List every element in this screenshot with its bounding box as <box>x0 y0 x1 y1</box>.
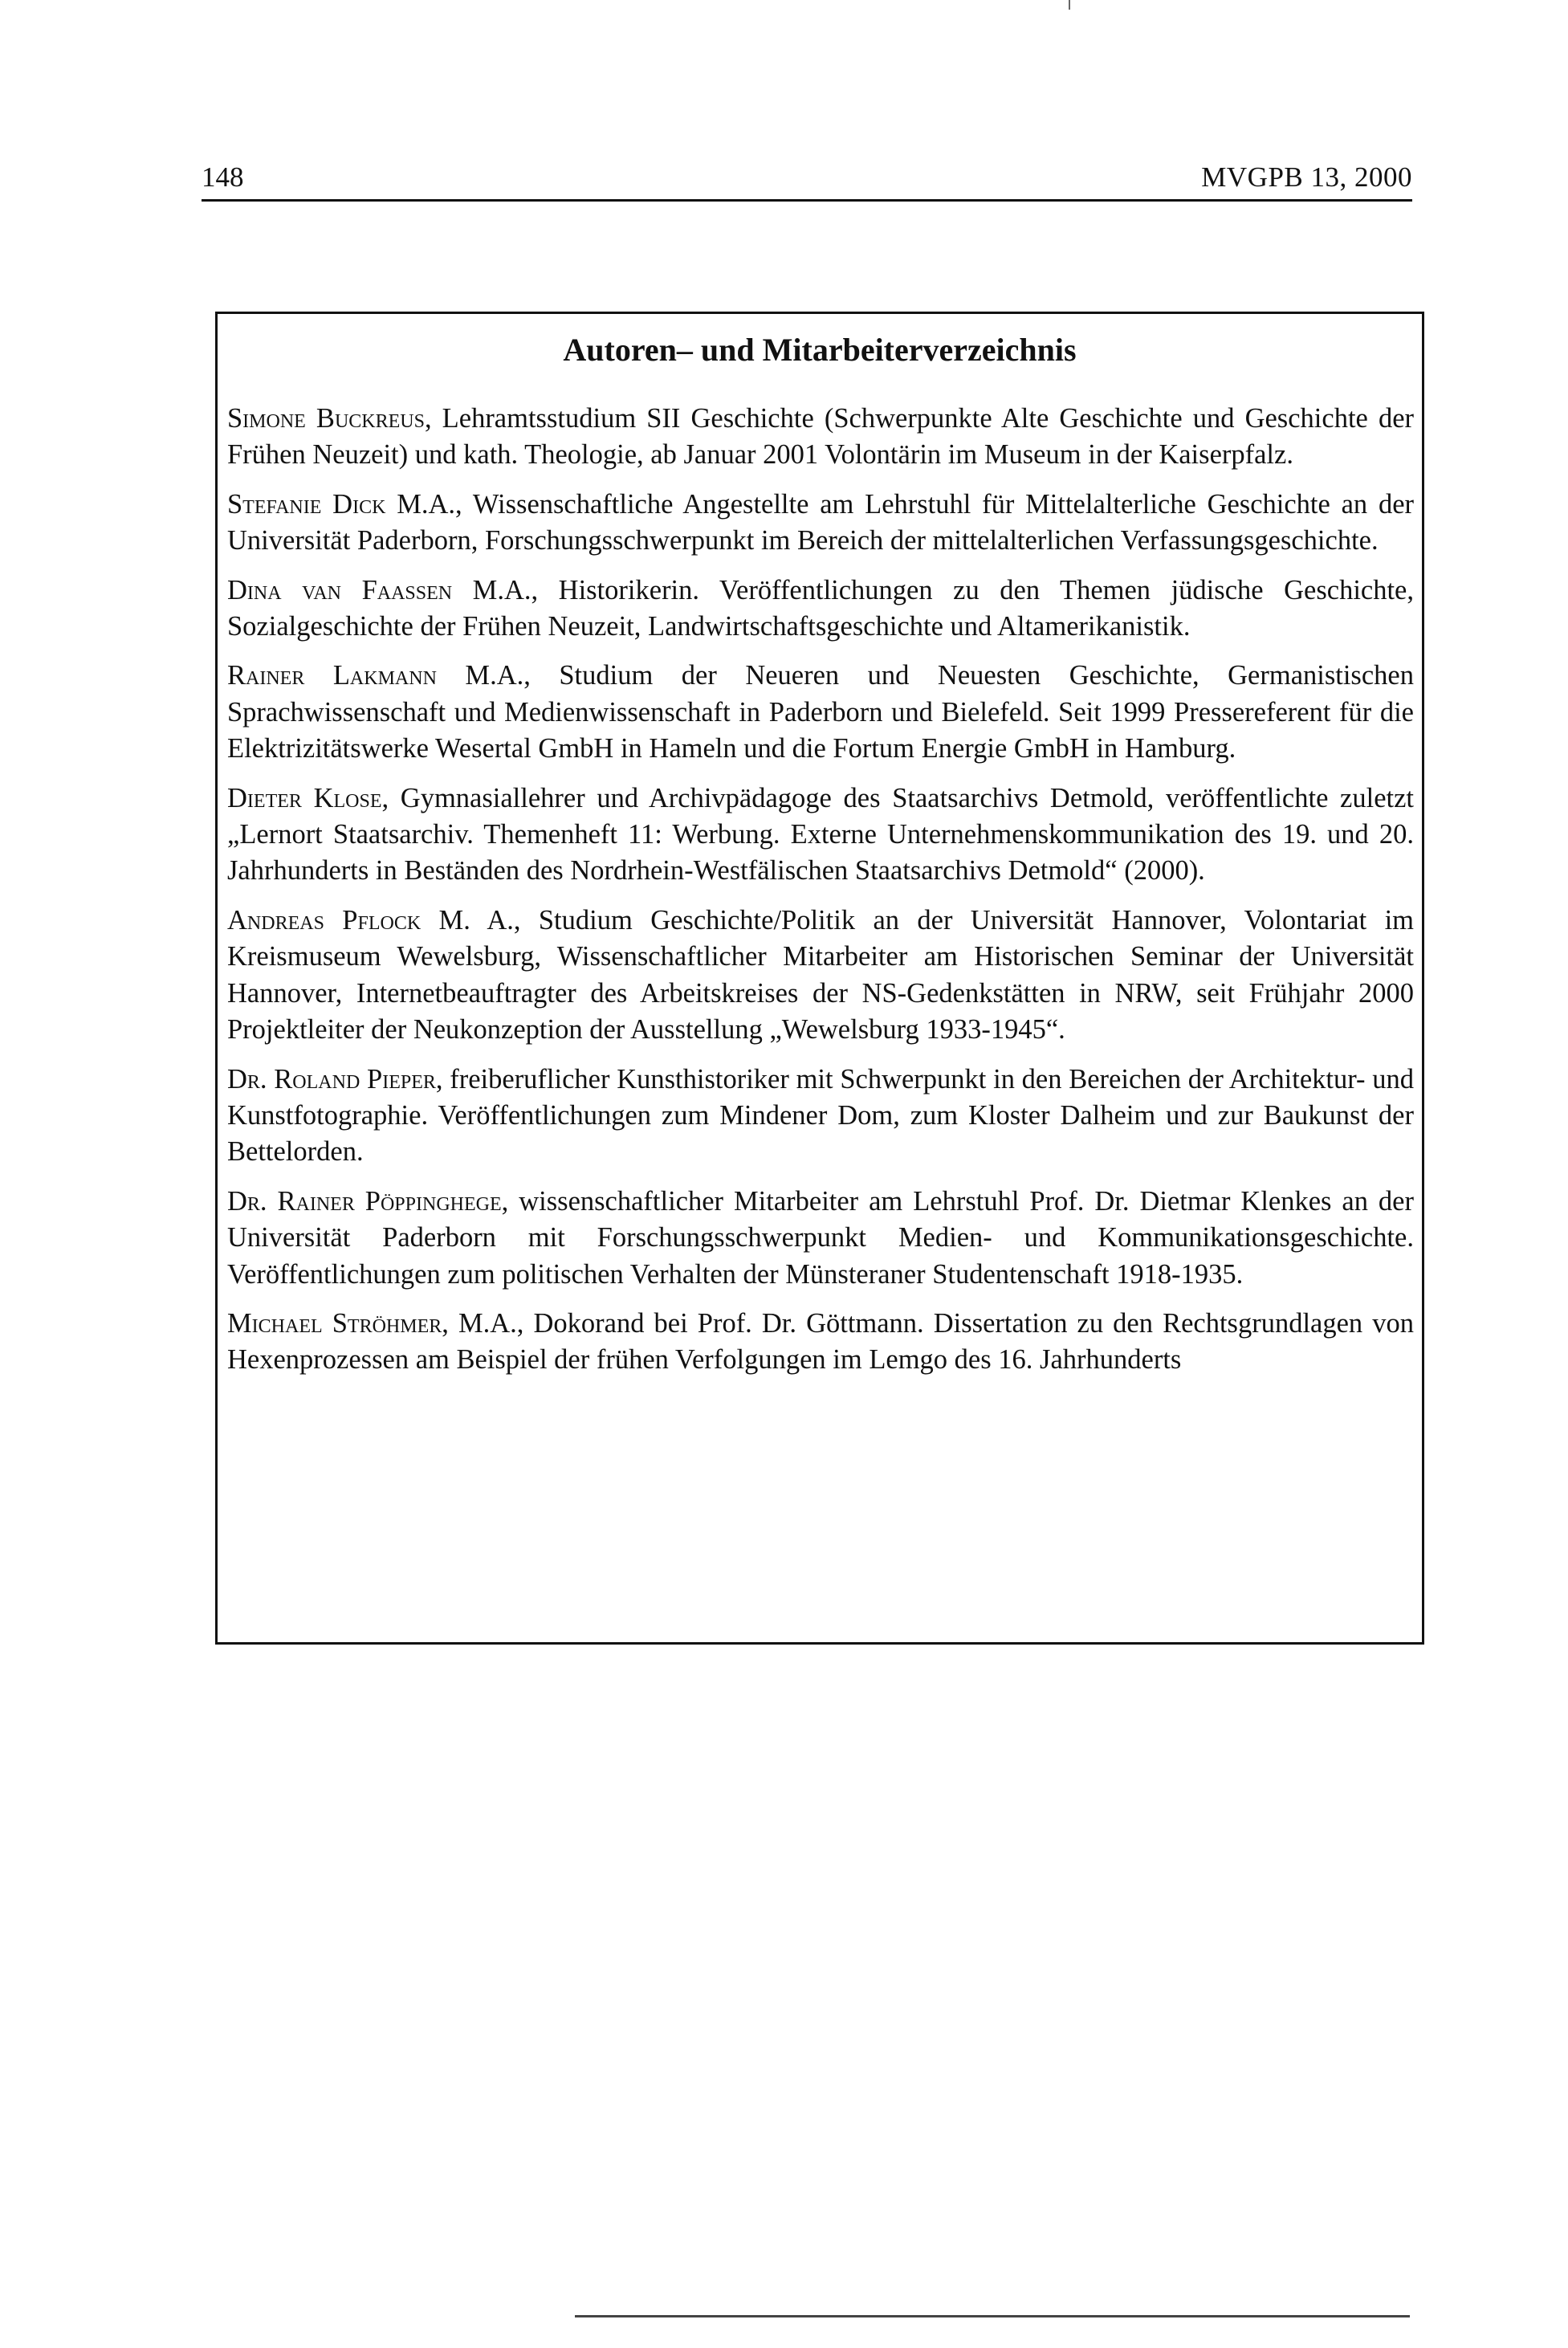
contributor-description: , wissenschaftlicher Mitarbeiter am Lehrstuhl Prof. Dr. Dietmar Klenkes an der Universität Paderborn mit Forschungsschwerpunkt Medien- und Kommunikationsgeschichte. Veröffentlichungen zum politischen Verhalten der Münsteraner Studentenschaft 1918-1935. <box>227 1185 1414 1290</box>
contributor-description: M.A., Wissenschaftliche Angestellte am Lehrstuhl für Mittelalterliche Geschichte an der Universität Paderborn, Forschungsschwerpunkt im Bereich der mittelalterlichen Verfassungsgeschichte. <box>227 488 1415 556</box>
contributor-description: , Lehramtsstudium SII Geschichte (Schwerpunkte Alte Geschichte und Geschichte der Frühen Neuzeit) und kath. Theologie, ab Januar 2001 Volontärin im Museum in der Kaiserpfalz. <box>227 403 1414 471</box>
contributor-entry <box>227 1306 1414 1379</box>
contributor-name: Dr. Roland Pieper <box>227 1063 436 1095</box>
contributor-entry <box>227 658 1414 767</box>
contributor-entry <box>227 903 1414 1049</box>
scan-mark-top <box>1069 0 1070 10</box>
contributor-description: M.A., Historikerin. Veröffentlichungen zu den Themen jüdische Geschichte, Sozialgeschichte der Frühen Neuzeit, Landwirtschaftsgeschichte und Altamerikanistik. <box>227 574 1414 642</box>
contributor-name: Simone Buckreus <box>227 403 425 434</box>
contributor-name: Dina van Faassen <box>227 574 453 605</box>
contributor-description: , freiberuflicher Kunsthistoriker mit Schwerpunkt in den Bereichen der Architektur- und Kunstfotographie. Veröffentlichungen zum Mindener Dom, zum Kloster Dalheim und zur Baukunst der Bettelorden. <box>227 1063 1415 1168</box>
scan-mark-bottom <box>575 2315 1410 2317</box>
contributor-name: Stefanie Dick <box>227 488 386 520</box>
contributor-name: Dr. Rainer Pöppinghege <box>227 1185 502 1217</box>
contributor-name: Dieter Klose <box>227 782 382 813</box>
contributor-entry <box>227 1184 1414 1293</box>
contributor-description: M.A., Studium der Neueren und Neuesten Geschichte, Germanistischen Sprachwissenschaft und Medienwissenschaft in Paderborn und Bielefeld. Seit 1999 Pressereferent für die Elektrizitätswerke Wesertal GmbH in Hameln und die Fortum Energie GmbH in Hamburg. <box>227 660 1414 764</box>
contributor-name: Rainer Lakmann <box>227 660 437 691</box>
contributor-name: Andreas Pflock <box>227 904 422 936</box>
contributor-entry <box>227 573 1414 646</box>
contributor-entry <box>227 487 1414 560</box>
contributors-box <box>215 312 1424 1645</box>
page-number: 148 <box>202 161 244 193</box>
contributor-entry <box>227 401 1414 474</box>
contributor-description: , Gymnasiallehrer und Archivpädagoge des Staatsarchivs Detmold, veröffentlichte zuletzt „Lernort Staatsarchiv. Themenheft 11: Werbung. Externe Unternehmenskommunikation des 19. und 20. Jahrhunderts in Beständen des Nordrhein-Westfälischen Staatsarchivs Detmold“ (2000). <box>227 782 1414 887</box>
contributor-list <box>227 401 1414 1392</box>
contributor-description: M. A., Studium Geschichte/Politik an der Universität Hannover, Volontariat im Kreismuseum Wewelsburg, Wissenschaftlicher Mitarbeiter am Historischen Seminar der Universität Hannover, Internetbeauftragter des Arbeitskreises der NS-Gedenkstätten in NRW, seit Frühjahr 2000 Projektleiter der Neukonzeption der Ausstellung „Wewelsburg 1933-1945“. <box>227 904 1414 1046</box>
journal-reference: MVGPB 13, 2000 <box>1201 161 1412 193</box>
contributor-description: , M.A., Dokorand bei Prof. Dr. Göttmann. Dissertation zu den Rechtsgrundlagen von Hexenprozessen am Beispiel der frühen Verfolgungen im Lemgo des 16. Jahrhunderts <box>227 1307 1414 1376</box>
contributor-entry <box>227 1062 1414 1171</box>
contributor-name: Michael Ströhmer <box>227 1307 442 1339</box>
contributor-entry <box>227 781 1414 890</box>
section-title: Autoren– und Mitarbeiterverzeichnis <box>563 332 1077 368</box>
header-rule <box>202 199 1412 202</box>
page-header <box>202 157 1412 199</box>
